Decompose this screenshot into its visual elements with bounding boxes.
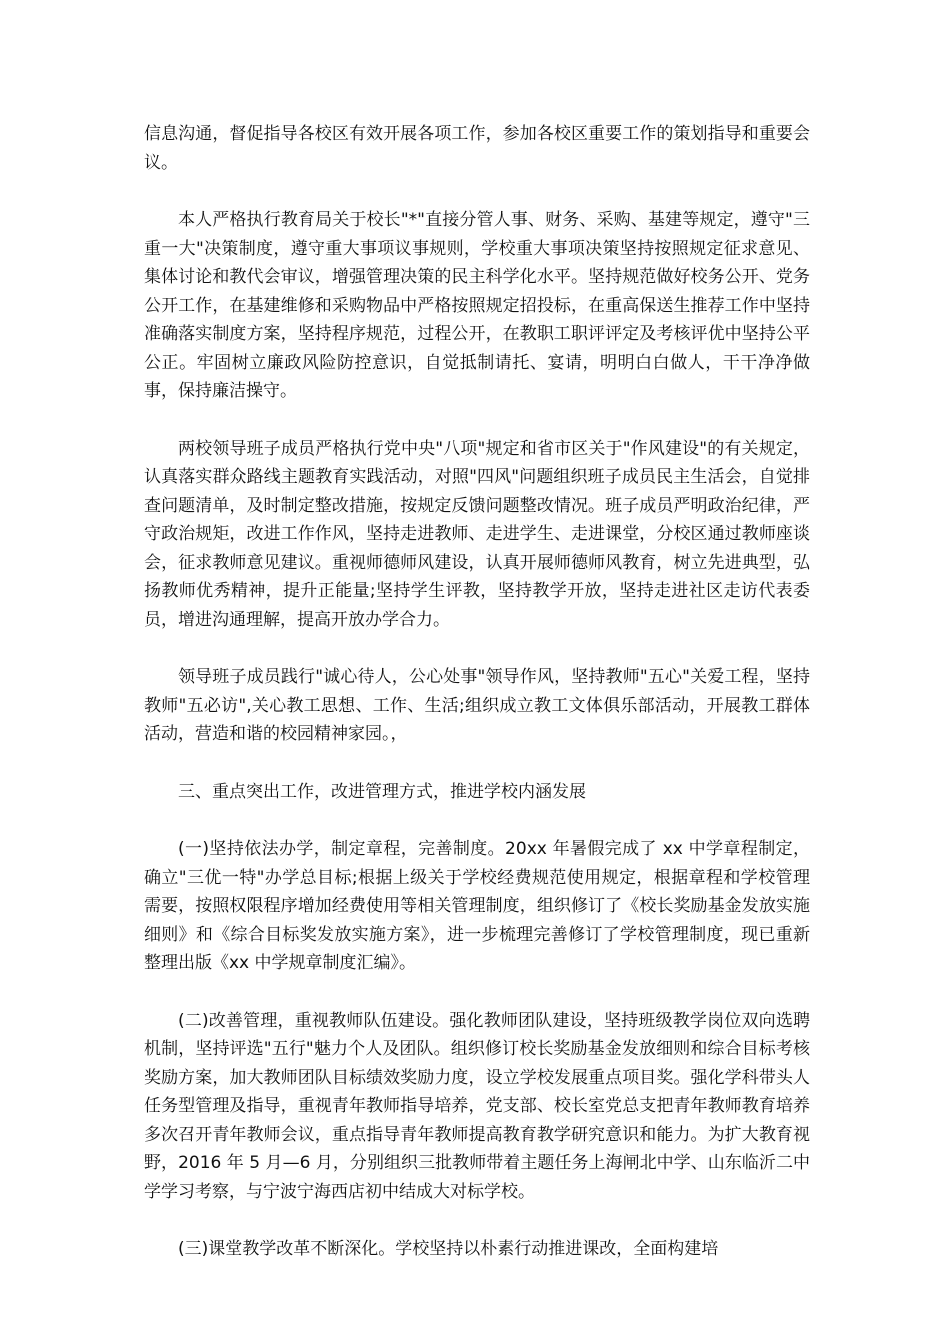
paragraph-rule-of-law: (一)坚持依法办学，制定章程，完善制度。20xx 年暑假完成了 xx 中学章程制定，确立"三优一特"办学总目标;根据上级关于学校经费规范使用规定，根据章程和学校管理需要，按照权限程序增加经费使用等相关管理制度，组织修订了《校长奖励基金发放实施细则》和《综合目标奖发放实施方案》，进一步梳理完善修订了学校管理制度，现已重新整理出版《xx 中学规章制度汇编》。 <box>144 839 810 973</box>
section-heading-three: 三、重点突出工作，改进管理方式，推进学校内涵发展 <box>178 781 586 802</box>
paragraph-classroom-reform: (三)课堂教学改革不断深化。学校坚持以朴素行动推进课改，全面构建培 <box>178 1239 719 1259</box>
paragraph-integrity-rules: 本人严格执行教育局关于校长"*"直接分管人事、财务、采购、基建等规定，遵守"三重一大"决策制度，遵守重大事项议事规则，学校重大事项决策坚持按照规定征求意见、集体讨论和教代会审议，增强管理决策的民主科学化水平。坚持规范做好校务公开、党务公开工作，在基建维修和采购物品中严格按照规定招投标，在重高保送生推荐工作中坚持准确落实制度方案，坚持程序规范，过程公开，在教职工职评评定及考核评优中坚持公平公正。牢固树立廉政风险防控意识，自觉抵制请托、宴请，明明白白做人，干干净净做事，保持廉洁操守。 <box>144 210 810 401</box>
document-page <box>144 120 810 1293</box>
paragraph-info-communication: 信息沟通，督促指导各校区有效开展各项工作，参加各校区重要工作的策划指导和重要会议。 <box>144 124 810 173</box>
paragraph-leadership-discipline: 两校领导班子成员严格执行党中央"八项"规定和省市区关于"作风建设"的有关规定，认真落实群众路线主题教育实践活动，对照"四风"问题组织班子成员民主生活会，自觉排查问题清单，及时制定整改措施，按规定反馈问题整改情况。班子成员严明政治纪律，严守政治规矩，改进工作作风，坚持走进教师、走进学生、走进课堂，分校区通过教师座谈会，征求教师意见建议。重视师德师风建设，认真开展师德师风教育，树立先进典型，弘扬教师优秀精神，提升正能量;坚持学生评教，坚持教学开放，坚持走进社区走访代表委员，增进沟通理解，提高开放办学合力。 <box>144 438 810 630</box>
paragraph-teacher-team: (二)改善管理，重视教师队伍建设。强化教师团队建设，坚持班级教学岗位双向选聘机制，坚持评选"五行"魅力个人及团队。组织修订校长奖励基金发放细则和综合目标考核奖励方案，加大教师团队目标绩效奖励力度，设立学校发展重点项目奖。强化学科带头人任务型管理及指导，重视青年教师指导培养，党支部、校长室党总支把青年教师教育培养多次召开青年教师会议，重点指导青年教师提高教育教学研究意识和能力。为扩大教育视野，2016 年 5 月—6 月，分别组织三批教师带着主题任务上海闸北中学、山东临沂二中学学习考察，与宁波宁海西店初中结成大对标学校。 <box>144 1010 810 1202</box>
paragraph-staff-care: 领导班子成员践行"诚心待人，公心处事"领导作风，坚持教师"五心"关爱工程，坚持教师"五必访",关心教工思想、工作、生活;组织成立教工文体俱乐部活动，开展教工群体活动，营造和谐的校园精神家园。， <box>144 667 810 744</box>
